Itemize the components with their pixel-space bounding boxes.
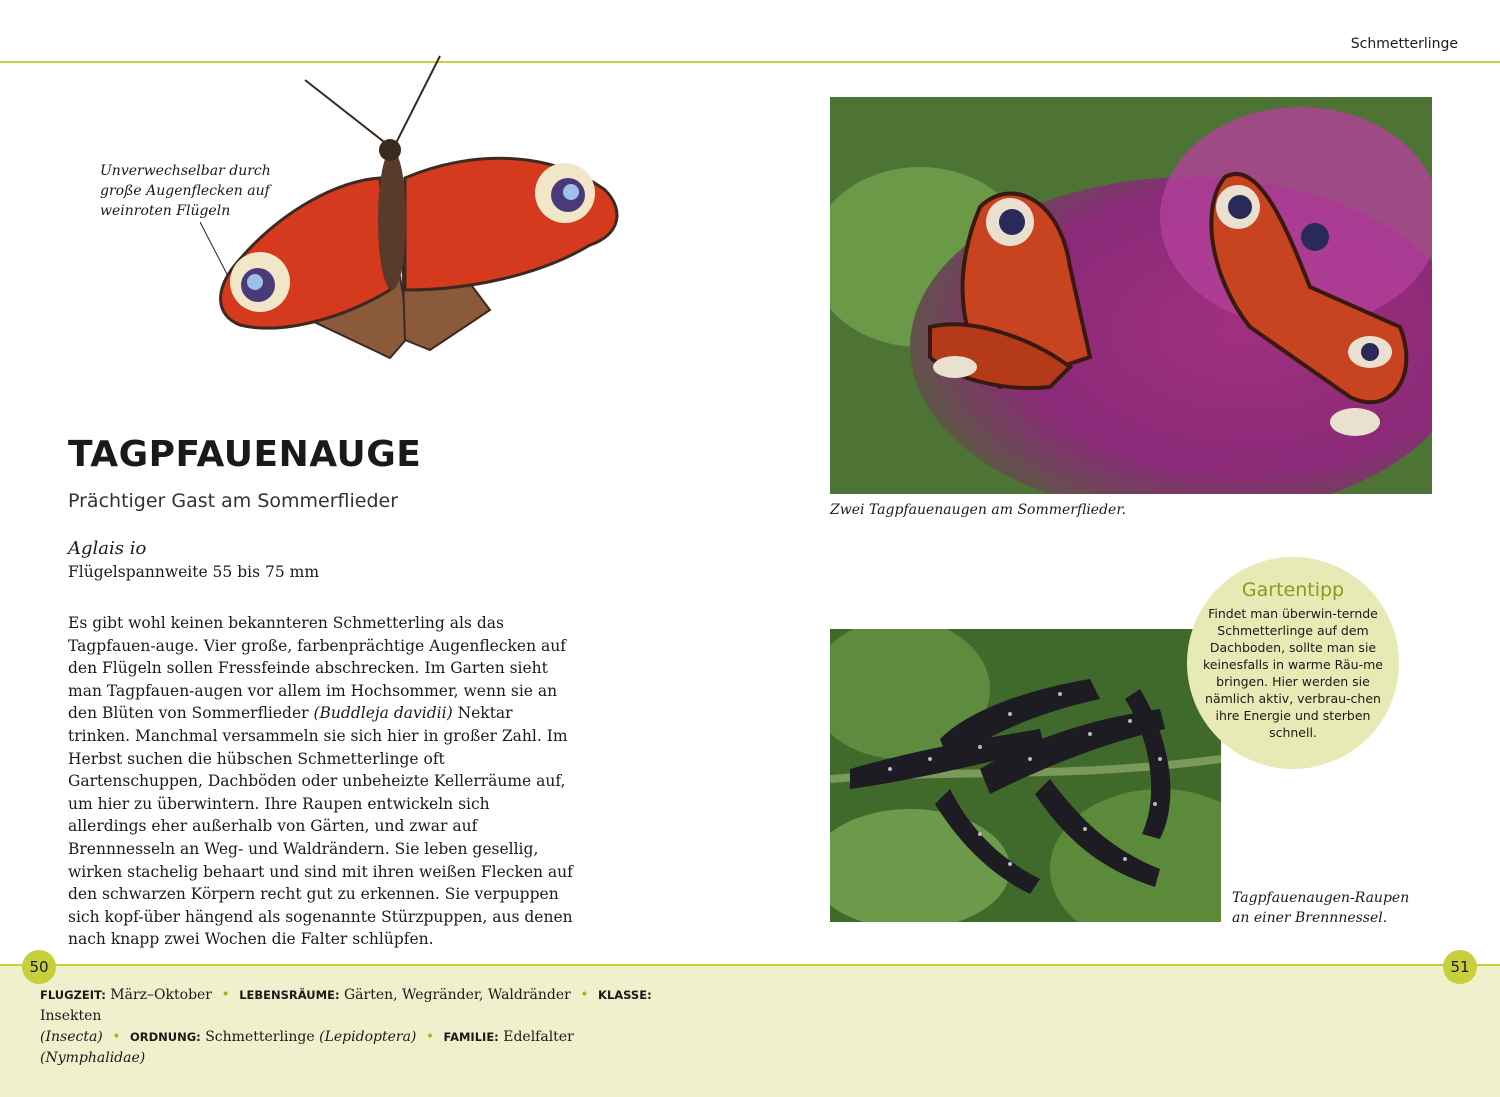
body-text-2: Nektar trinken. Manchmal versammeln sie sich hier in großer Zahl. Im Herbst suchen die hübschen Schmetterlinge oft Gartenschuppen, Dachböden oder unbeheizte Kellerräume auf, um hier zu überwintern. Ihre Raupen entwickeln sich allerdings eher außerhalb von Gärten, und zwar auf Brennnesseln an Weg- und Waldrändern. Sie leben gesellig, wirken stachelig behaart und sind mit ihren weißen Flecken auf den schwarzen Körpern recht gut zu erkennen. Sie verpuppen sich kopf-über hängend als sogenannte Stürzpuppen, aus denen nach knapp zwei Wochen die Falter schlüpfen. [68, 704, 573, 949]
photo-caption-butterflies: Zwei Tagpfauenaugen am Sommerflieder. [830, 502, 1126, 518]
order-latin: (Lepidoptera) [319, 1029, 417, 1045]
wingspan: Flügelspannweite 55 bis 75 mm [68, 563, 320, 581]
separator-dot: • [425, 1029, 435, 1045]
order-label: ORDNUNG: [129, 1030, 201, 1044]
family-label: FAMILIE: [443, 1030, 499, 1044]
class-value: Insekten [40, 1008, 102, 1024]
caption-leader-line [200, 222, 230, 280]
photo-butterflies-on-buddleja [830, 97, 1432, 494]
body-latin: (Buddleja davidii) [313, 704, 453, 723]
latin-name: Aglais io [68, 538, 147, 559]
article-subtitle: Prächtiger Gast am Sommerflieder [68, 490, 399, 512]
butterfly-illustration [200, 50, 640, 370]
section-header: Schmetterlinge [1350, 36, 1458, 52]
caption-line: an einer Brennnessel. [1232, 910, 1388, 926]
garden-tip-text: Findet man überwin-ternde Schmetterlinge auf dem Dachboden, sollte man sie keinesfalls in warme Räu-me bringen. Hier werden sie nämlich aktiv, verbrau-chen ihre Energie und sterben schnell. [1203, 606, 1383, 740]
separator-dot: • [580, 987, 589, 1003]
article-title: TAGPFAUENAUGE [68, 434, 422, 475]
page-number-left: 50 [22, 950, 56, 984]
garden-tip-title: Gartentipp [1241, 579, 1345, 601]
order-value: Schmetterlinge [205, 1029, 315, 1045]
caption-line: Tagpfauenaugen-Raupen [1232, 890, 1410, 906]
separator-dot: • [112, 1029, 121, 1045]
page-number-right: 51 [1443, 950, 1477, 984]
garden-tip-bubble [1187, 557, 1399, 769]
body-text-1: Es gibt wohl keinen bekannteren Schmetterling als das Tagpfauen-auge. Vier große, farbenprächtige Augenflecken auf den Flügeln sollen Fressfeinde abschrecken. Im Garten sieht man Tagpfauen-augen vor allem im Hochsommer, wenn sie an den Blüten von Sommerflieder [68, 614, 566, 723]
family-latin: (Nymphalidae) [40, 1050, 146, 1066]
habitats-label: LEBENSRÄUME: [239, 988, 340, 1002]
separator-dot: • [221, 987, 230, 1003]
article-body [68, 612, 573, 951]
photo-caterpillars-on-nettle [830, 629, 1221, 922]
flight-time-label: FLUGZEIT: [40, 988, 106, 1002]
habitats-value: Gärten, Wegränder, Waldränder [344, 987, 571, 1003]
class-latin: (Insecta) [40, 1029, 103, 1045]
species-facts [40, 985, 680, 1069]
class-label: KLASSE: [598, 988, 652, 1002]
illustration-caption: Unverwechselbar durch große Augenflecken auf weinroten Flügeln [100, 163, 271, 219]
family-value: Edelfalter [503, 1029, 574, 1045]
photo-caption-caterpillars [1232, 888, 1409, 928]
flight-time-value: März–Oktober [110, 987, 213, 1003]
footer-rule [0, 964, 1500, 966]
